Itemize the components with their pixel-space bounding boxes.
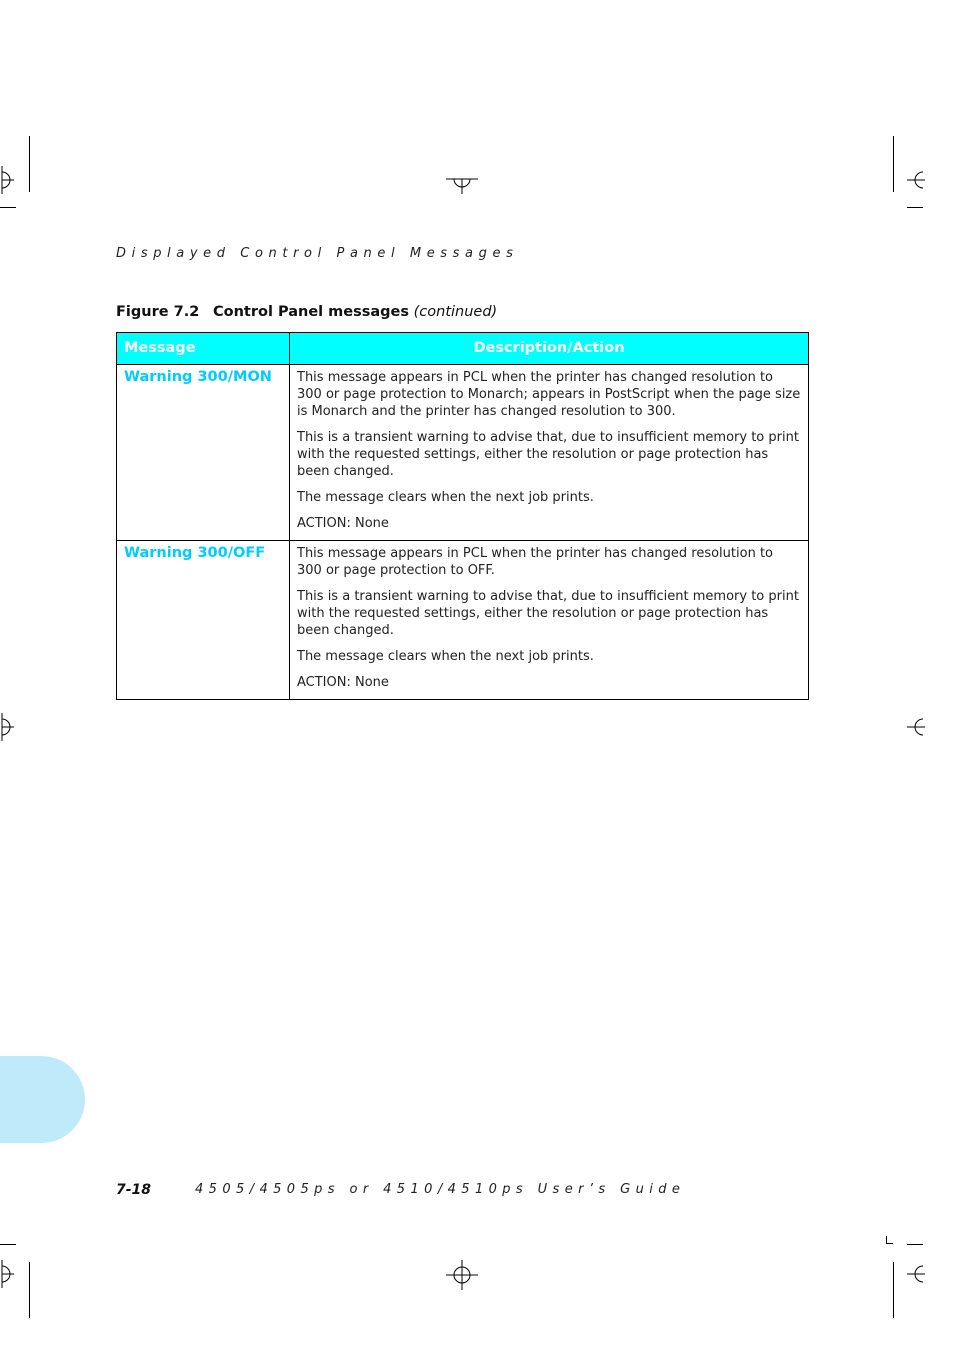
figure-title: Control Panel messages [213, 304, 410, 320]
column-header-message: Message [117, 333, 290, 365]
table-row [117, 541, 809, 700]
running-header: Displayed Control Panel Messages [116, 246, 519, 261]
page-number: 7-18 [116, 1182, 152, 1198]
figure-continued: (continued) [413, 304, 498, 320]
chapter-tab-marker [0, 1056, 85, 1143]
registration-mark-icon [903, 713, 925, 741]
running-footer: 4505/4505ps or 4510/4510ps User’s Guide [195, 1182, 686, 1197]
column-header-description: Description/Action [290, 333, 809, 365]
description-paragraph: The message clears when the next job prints. [297, 649, 594, 664]
action-text: ACTION: None [297, 516, 389, 531]
registration-mark-icon [446, 176, 478, 196]
registration-mark-icon [903, 166, 925, 194]
registration-mark-icon [0, 713, 20, 741]
table-header-row [117, 333, 809, 365]
description-paragraph: The message clears when the next job prints. [297, 490, 594, 505]
description-paragraph: This is a transient warning to advise that, due to insufficient memory to print with the requested settings, either the resolution or page protection has been changed. [297, 589, 799, 638]
message-description [290, 365, 809, 541]
registration-mark-icon [0, 1260, 20, 1288]
message-description [290, 541, 809, 700]
description-paragraph: This message appears in PCL when the printer has changed resolution to 300 or page protection to Monarch; appears in PostScript when the page size is Monarch and the printer has changed resolution to 300. [297, 370, 801, 419]
table-row [117, 365, 809, 541]
action-text: ACTION: None [297, 675, 389, 690]
registration-mark-icon [0, 166, 20, 194]
description-paragraph: This message appears in PCL when the printer has changed resolution to 300 or page protection to OFF. [297, 546, 773, 578]
message-name: Warning 300/MON [117, 365, 290, 541]
figure-caption [116, 304, 497, 320]
registration-mark-icon [903, 1260, 925, 1288]
messages-table [116, 332, 809, 700]
description-paragraph: This is a transient warning to advise that, due to insufficient memory to print with the requested settings, either the resolution or page protection has been changed. [297, 430, 799, 479]
registration-mark-icon [446, 1260, 478, 1290]
figure-number: Figure 7.2 [116, 304, 200, 320]
message-name: Warning 300/OFF [117, 541, 290, 700]
